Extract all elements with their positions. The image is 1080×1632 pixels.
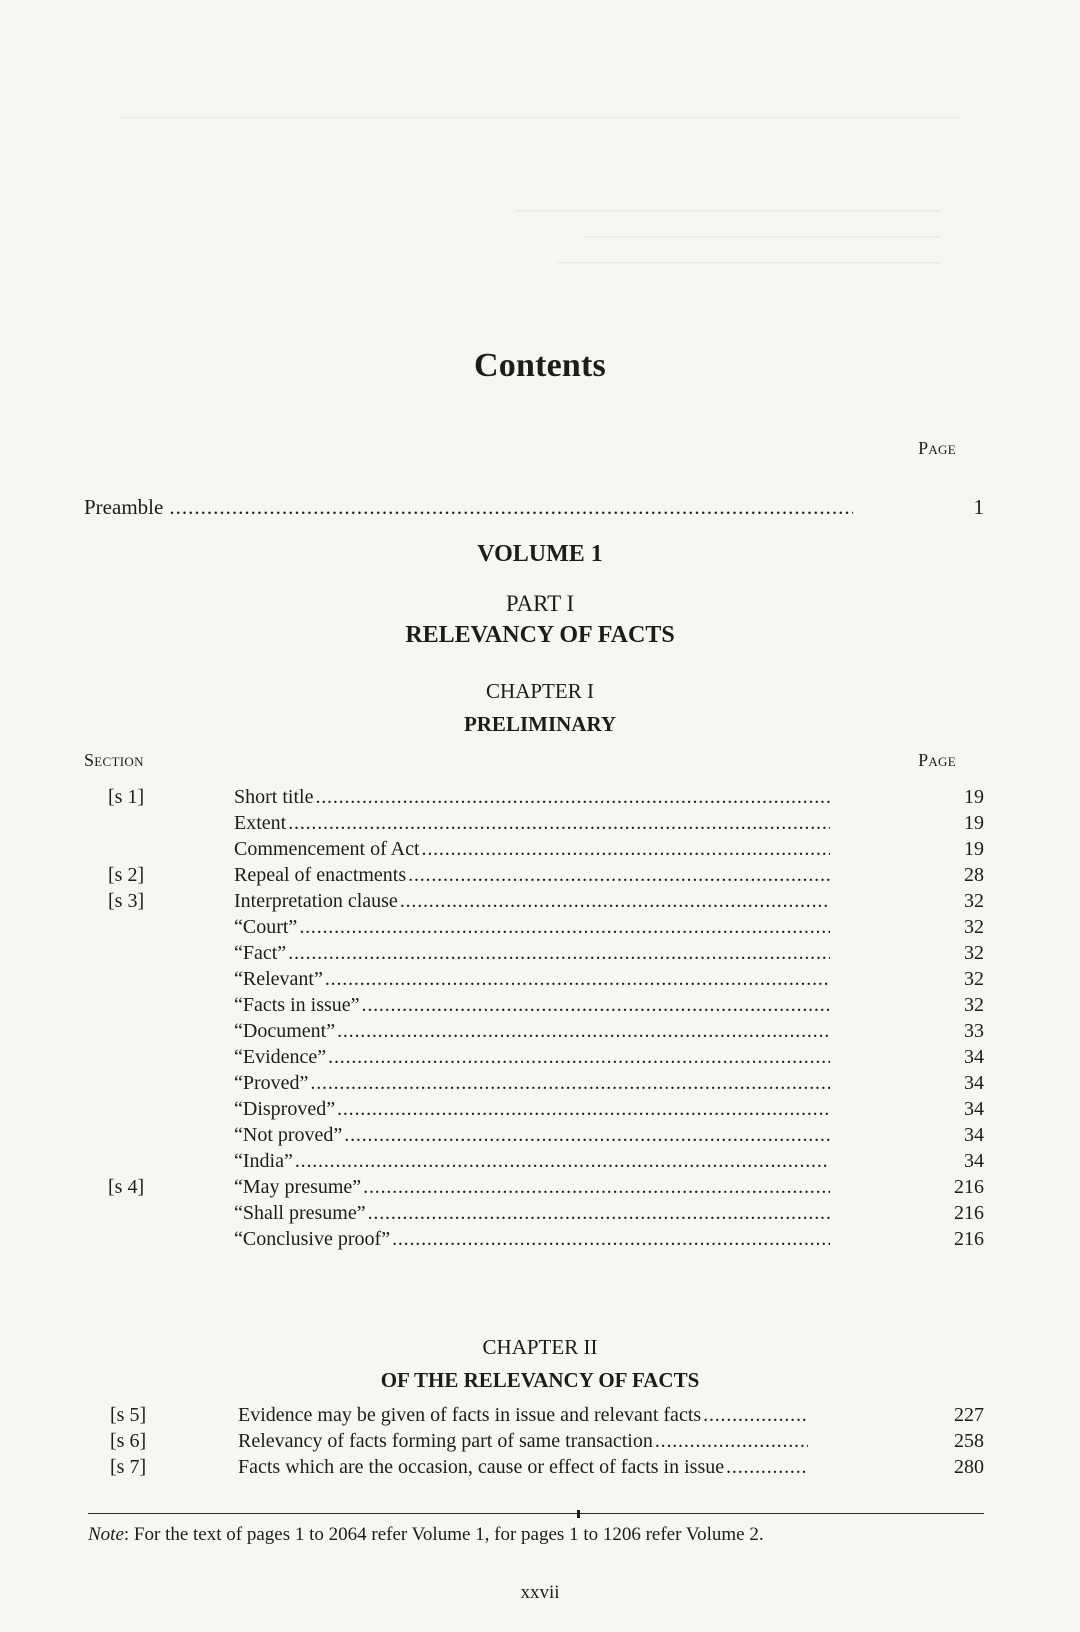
- print-mark: [577, 1510, 580, 1518]
- section-ref: [s 6]: [110, 1430, 147, 1452]
- toc-entry[interactable]: [84, 812, 984, 838]
- section-ref: [s 4]: [108, 1176, 145, 1198]
- preamble-entry[interactable]: [84, 495, 984, 520]
- page-number: 33: [964, 1020, 984, 1042]
- footnote-rule: [88, 1513, 984, 1514]
- section-ref: [s 3]: [108, 890, 145, 912]
- footnote-text: : For the text of pages 1 to 2064 refer Volume 1, for pages 1 to 1206 refer Volume 2.: [123, 1524, 764, 1545]
- toc-entry[interactable]: [84, 1456, 984, 1482]
- page-number: 280: [954, 1456, 984, 1478]
- entry-title: “Shall presume”: [234, 1202, 366, 1224]
- chapter-1-entries: [84, 786, 984, 1254]
- leader-dots: [400, 890, 830, 913]
- entry-title: “May presume”: [234, 1176, 362, 1198]
- page-number: 32: [964, 890, 984, 912]
- page-number: 258: [954, 1430, 984, 1452]
- page-number: 28: [964, 864, 984, 886]
- toc-entry[interactable]: [84, 916, 984, 942]
- page-column-header-top: Page: [918, 438, 956, 458]
- toc-entry[interactable]: [84, 1404, 984, 1430]
- leader-dots: [325, 968, 830, 991]
- chapter-2-title: OF THE RELEVANCY OF FACTS: [380, 1368, 700, 1392]
- page-number: 32: [964, 916, 984, 938]
- entry-title: “India”: [234, 1150, 293, 1172]
- toc-entry[interactable]: [84, 890, 984, 916]
- leader-dots: [344, 1124, 830, 1147]
- section-ref: [s 5]: [110, 1404, 147, 1426]
- entry-title: Short title: [234, 786, 314, 808]
- page-number: 19: [964, 786, 984, 808]
- part-title: RELEVANCY OF FACTS: [405, 622, 675, 648]
- leader-dots: [288, 942, 830, 965]
- leader-dots: [310, 1072, 830, 1095]
- toc-entry[interactable]: [84, 1098, 984, 1124]
- entry-title: Relevancy of facts forming part of same transaction: [238, 1430, 653, 1452]
- leader-dots: [655, 1430, 808, 1453]
- leader-dots: [315, 786, 830, 809]
- leader-dots: [337, 1098, 830, 1121]
- entry-title: “Proved”: [234, 1072, 309, 1094]
- page-number: 32: [964, 994, 984, 1016]
- toc-entry[interactable]: [84, 942, 984, 968]
- leader-dots: [299, 916, 830, 939]
- entry-title: “Fact”: [234, 942, 287, 964]
- toc-entry[interactable]: [84, 1020, 984, 1046]
- toc-entry[interactable]: [84, 1150, 984, 1176]
- toc-entry[interactable]: [84, 838, 984, 864]
- page-number: 227: [954, 1404, 984, 1426]
- leader-dots: [392, 1228, 830, 1251]
- page-number: 19: [964, 812, 984, 834]
- entry-title: “Disproved”: [234, 1098, 336, 1120]
- leader-dots: [368, 1202, 830, 1225]
- chapter-2-heading: CHAPTER II: [482, 1335, 598, 1359]
- part-heading: PART I: [505, 591, 575, 616]
- toc-entry[interactable]: [84, 968, 984, 994]
- leader-dots: [408, 864, 830, 887]
- chapter-1-title: PRELIMINARY: [463, 712, 617, 736]
- entry-title: Extent: [234, 812, 287, 834]
- preamble-page-number: 1: [973, 495, 984, 519]
- page-folio: xxvii: [520, 1582, 560, 1603]
- entry-title: “Court”: [234, 916, 298, 938]
- leader-dots: [726, 1456, 808, 1479]
- page-number: 34: [964, 1046, 984, 1068]
- footnote-label: Note: [88, 1524, 124, 1545]
- toc-entry[interactable]: [84, 864, 984, 890]
- entry-title: “Relevant”: [234, 968, 323, 990]
- leader-dots: [295, 1150, 830, 1173]
- entry-title: Commencement of Act: [234, 838, 420, 860]
- leader-dots: [337, 1020, 830, 1043]
- page-title: Contents: [474, 347, 606, 384]
- entry-title: Interpretation clause: [234, 890, 398, 912]
- preamble-label: Preamble: [84, 495, 164, 519]
- entry-title: Repeal of enactments: [234, 864, 407, 886]
- toc-entry[interactable]: [84, 1046, 984, 1072]
- page-number: 32: [964, 968, 984, 990]
- entry-title: “Document”: [234, 1020, 336, 1042]
- chapter-2-entries: [84, 1404, 984, 1482]
- toc-entry[interactable]: [84, 1072, 984, 1098]
- entry-title: “Evidence”: [234, 1046, 327, 1068]
- leader-dots: [422, 838, 830, 861]
- toc-entry[interactable]: [84, 994, 984, 1020]
- page-number: 34: [964, 1098, 984, 1120]
- toc-entry[interactable]: [84, 1176, 984, 1202]
- page-number: 216: [954, 1176, 984, 1198]
- leader-dots: [703, 1404, 808, 1427]
- entry-title: Evidence may be given of facts in issue and relevant facts: [238, 1404, 702, 1426]
- toc-entry[interactable]: [84, 1124, 984, 1150]
- leader-dots: [169, 495, 853, 520]
- page-number: 34: [964, 1124, 984, 1146]
- reverse-page-bleed-through: ────────────────────────────── ───────────────────────── ───────────────────────────: [0, 0, 1080, 1632]
- page-number: 19: [964, 838, 984, 860]
- page-number: 216: [954, 1202, 984, 1224]
- toc-entry[interactable]: [84, 786, 984, 812]
- section-ref: [s 1]: [108, 786, 145, 808]
- entry-title: “Facts in issue”: [234, 994, 360, 1016]
- toc-entry[interactable]: [84, 1202, 984, 1228]
- section-ref: [s 7]: [110, 1456, 147, 1478]
- toc-entry[interactable]: [84, 1228, 984, 1254]
- volume-heading: VOLUME 1: [477, 541, 603, 567]
- page-number: 32: [964, 942, 984, 964]
- entry-title: “Not proved”: [234, 1124, 343, 1146]
- page-number: 216: [954, 1228, 984, 1250]
- entry-title: Facts which are the occasion, cause or effect of facts in issue: [238, 1456, 725, 1478]
- entry-title: “Conclusive proof”: [234, 1228, 391, 1250]
- page-column-header: Page: [918, 750, 956, 770]
- leader-dots: [362, 994, 830, 1017]
- chapter-1-heading: CHAPTER I: [486, 679, 594, 703]
- toc-entry[interactable]: [84, 1430, 984, 1456]
- leader-dots: [288, 812, 830, 835]
- leader-dots: [328, 1046, 830, 1069]
- section-column-header: Section: [84, 750, 144, 770]
- page-number: 34: [964, 1150, 984, 1172]
- leader-dots: [363, 1176, 830, 1199]
- section-ref: [s 2]: [108, 864, 145, 886]
- footnote: [88, 1524, 764, 1546]
- page-number: 34: [964, 1072, 984, 1094]
